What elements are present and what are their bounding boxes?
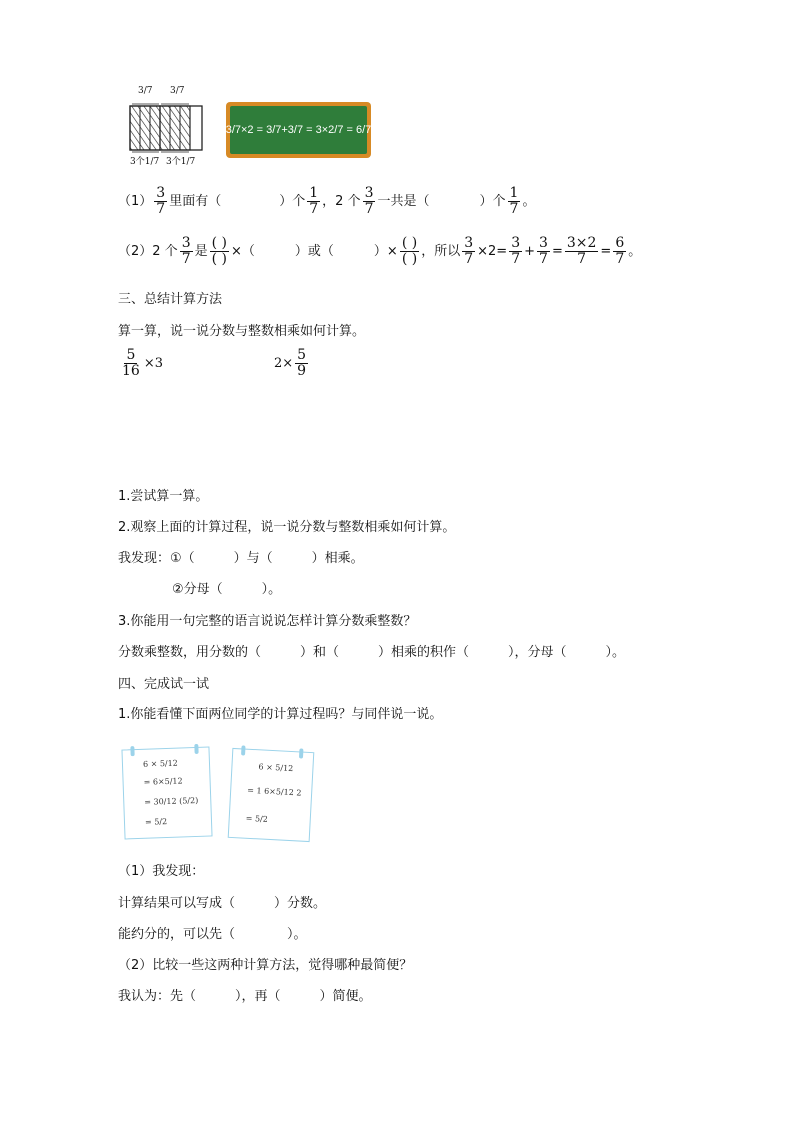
fraction: $\frac{5}{9}$ bbox=[297, 347, 307, 379]
student-note-2 bbox=[228, 748, 315, 842]
q1-text: 里面有（ bbox=[169, 194, 222, 209]
q2-text: ，所以 bbox=[421, 244, 461, 259]
q2-text: = bbox=[600, 244, 612, 259]
q2-text: ×（ bbox=[231, 244, 255, 259]
fraction: $\frac{1}{7}$ bbox=[309, 185, 319, 217]
q1-text: ，2 个 bbox=[322, 194, 361, 209]
sub-4-2-a: 我认为：先（ ），再（ ）简便。 bbox=[118, 989, 372, 1004]
sub-4-1-b: 能约分的，可以先（ ）。 bbox=[118, 927, 307, 942]
blackboard-equation: 3/7×2 = 3/7+3/7 = 3×2/7 = 6/7 bbox=[230, 106, 367, 154]
q1-text: ）个 bbox=[279, 194, 306, 209]
fraction: $\frac{3}{7}$ bbox=[156, 185, 166, 217]
item-3-3-fill: 分数乘整数，用分数的（ ）和（ ）相乘的积作（ ），分母（ ）。 bbox=[118, 645, 626, 660]
item-3-3: 3.你能用一句完整的语言说说怎样计算分数乘整数？ bbox=[118, 614, 417, 629]
pin-icon bbox=[194, 744, 198, 754]
q2-text: = bbox=[551, 244, 563, 259]
q2-text: + bbox=[524, 244, 536, 259]
q2-text: ）或（ bbox=[294, 244, 334, 259]
fraction-blank[interactable]: $\frac{( )}{( )}$ bbox=[211, 235, 227, 267]
fraction: $\frac{3\times 2}{7}$ bbox=[566, 235, 597, 267]
fraction: $\frac{3}{7}$ bbox=[364, 185, 374, 217]
fraction: $\frac{1}{7}$ bbox=[509, 185, 519, 217]
pin-icon bbox=[299, 748, 304, 758]
note-line: = 6×5/12 bbox=[143, 776, 183, 787]
fraction-bar-figure bbox=[128, 84, 208, 167]
finding-a: 我发现：①（ ）与（ ）相乘。 bbox=[118, 551, 364, 566]
item-3-1: 1.尝试算一算。 bbox=[118, 489, 209, 504]
pin-icon bbox=[241, 745, 246, 755]
expression-tail: ×3 bbox=[143, 356, 163, 371]
note-line: 6 × 5/12 bbox=[258, 762, 294, 774]
note-line: = 30/12 (5/2) bbox=[144, 795, 199, 807]
bar-top-label-1: 3/7 bbox=[138, 86, 153, 96]
sub-4-1-a: 计算结果可以写成（ ）分数。 bbox=[118, 896, 327, 911]
fraction-blank[interactable]: $\frac{( )}{( )}$ bbox=[401, 235, 418, 267]
note-line: = 5/2 bbox=[245, 813, 269, 824]
fraction: $\frac{3}{7}$ bbox=[539, 235, 548, 267]
fraction: $\frac{3}{7}$ bbox=[464, 235, 474, 267]
q2-text: 是 bbox=[194, 244, 208, 259]
note-line: = 5/2 bbox=[144, 817, 168, 827]
q2-text: ）× bbox=[373, 244, 398, 259]
expression-2 bbox=[274, 348, 310, 379]
fraction: $\frac{5}{16}$ bbox=[122, 347, 140, 379]
student-note-1 bbox=[121, 746, 212, 839]
q1-text: 一共是（ bbox=[377, 194, 430, 209]
q2-text: ×2= bbox=[477, 244, 508, 259]
expression-1 bbox=[118, 348, 163, 379]
question-1 bbox=[118, 186, 535, 217]
sub-4-2: （2）比较一些这两种计算方法，觉得哪种最简便？ bbox=[118, 958, 413, 973]
question-2 bbox=[118, 236, 641, 267]
item-4-1: 1.你能看懂下面两位同学的计算过程吗？与同伴说一说。 bbox=[118, 707, 443, 722]
section-3-heading: 三、总结计算方法 bbox=[118, 292, 223, 307]
expression-head: 2× bbox=[274, 356, 294, 371]
bar-bottom-label-2: 3个1/7 bbox=[166, 157, 196, 167]
blackboard bbox=[226, 102, 371, 158]
q2-number: （2）2 个 bbox=[118, 244, 178, 259]
section-3-intro: 算一算，说一说分数与整数相乘如何计算。 bbox=[118, 324, 366, 339]
fraction: $\frac{3}{7}$ bbox=[181, 235, 191, 267]
bar-top-label-2: 3/7 bbox=[170, 86, 185, 96]
item-3-2: 2.观察上面的计算过程，说一说分数与整数相乘如何计算。 bbox=[118, 520, 456, 535]
q1-number: （1） bbox=[118, 194, 153, 209]
fraction-bar-drawing bbox=[128, 84, 208, 164]
bar-bottom-label-1: 3个1/7 bbox=[130, 157, 160, 167]
finding-b: ②分母（ ）。 bbox=[172, 582, 282, 597]
fraction: $\frac{6}{7}$ bbox=[615, 235, 625, 267]
q1-text: ）个 bbox=[479, 194, 506, 209]
q2-text: 。 bbox=[628, 244, 642, 259]
fraction: $\frac{3}{7}$ bbox=[511, 235, 521, 267]
q1-text: 。 bbox=[522, 194, 536, 209]
pin-icon bbox=[130, 746, 134, 756]
sub-4-1: （1）我发现： bbox=[118, 864, 205, 879]
note-line: 6 × 5/12 bbox=[142, 758, 178, 769]
note-line: = 1 6×5/12 2 bbox=[246, 785, 302, 798]
section-4-heading: 四、完成试一试 bbox=[118, 677, 210, 692]
